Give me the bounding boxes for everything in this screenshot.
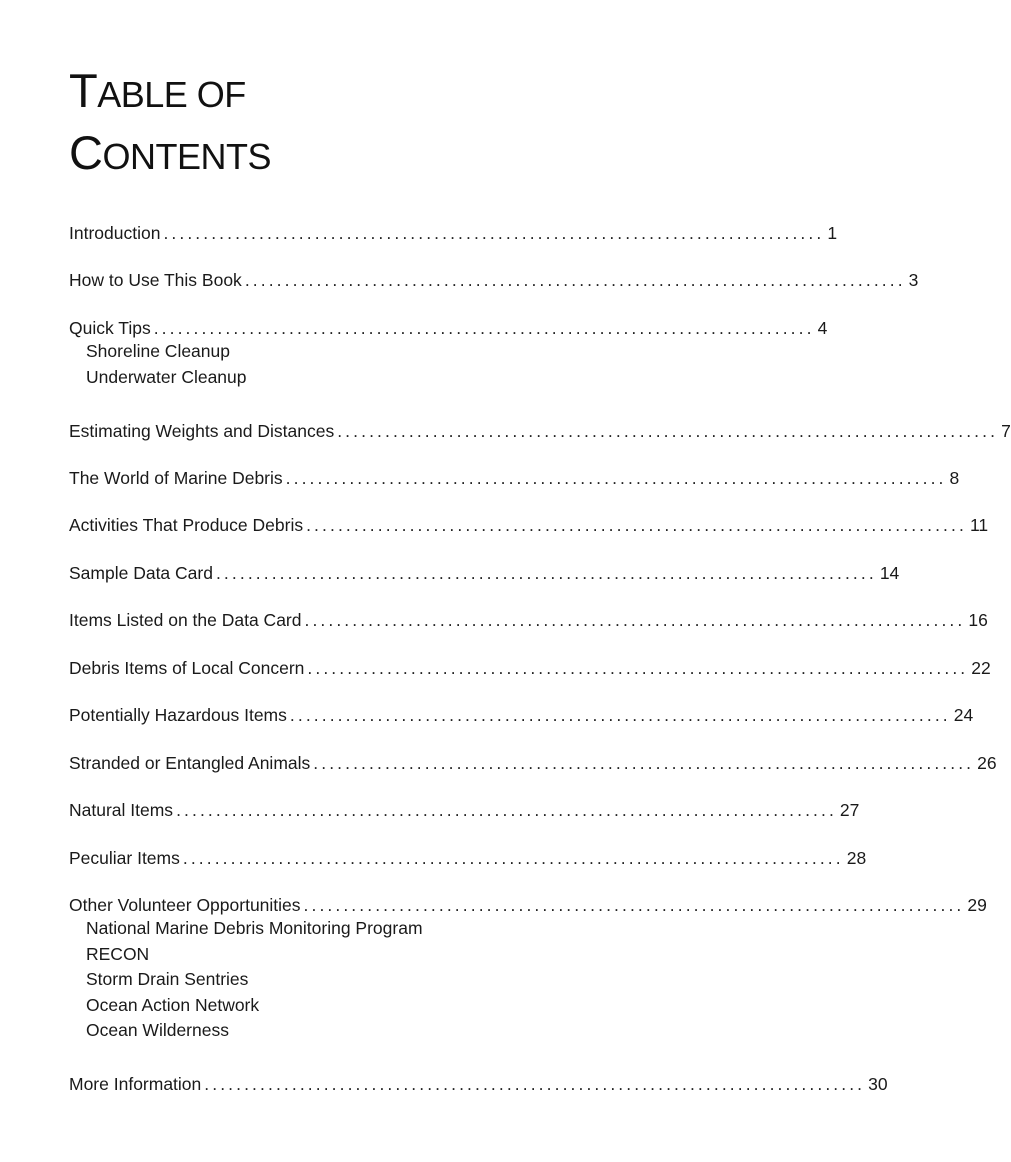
title-line-2: CONTENTS <box>69 126 271 179</box>
toc-page-number: 24 <box>953 705 974 725</box>
toc-entry-estimating-weights[interactable] <box>69 420 1011 442</box>
dot-leader: ................................................................................... <box>306 515 967 535</box>
dot-leader: ................................................................................... <box>182 848 844 868</box>
toc-page-number: 28 <box>846 848 867 868</box>
toc-page-number: 26 <box>977 753 997 773</box>
toc-subitem-ocean-action-network[interactable]: Ocean Action Network <box>86 994 260 1015</box>
toc-entry-label: Potentially Hazardous Items <box>69 705 287 725</box>
toc-page-number: 29 <box>967 895 987 915</box>
toc-page-number: 11 <box>969 515 989 535</box>
toc-entry-items-listed[interactable] <box>69 609 988 631</box>
toc-subitem-recon[interactable]: RECON <box>86 943 150 964</box>
toc-entry-world-of-marine-debris[interactable] <box>69 467 960 489</box>
toc-page-number: 4 <box>817 318 828 338</box>
toc-subitem-ocean-wilderness[interactable]: Ocean Wilderness <box>86 1020 229 1041</box>
toc-page-number: 27 <box>839 800 860 820</box>
dot-leader: ................................................................................... <box>313 753 975 773</box>
toc-entry-label: Activities That Produce Debris <box>69 515 304 535</box>
toc-entry-label: More Information <box>69 1074 202 1094</box>
toc-entry-local-concern[interactable] <box>69 657 991 679</box>
dot-leader: ................................................................................... <box>153 318 815 338</box>
toc-entry-sample-data-card[interactable] <box>69 562 900 584</box>
dot-leader: ................................................................................... <box>244 270 906 290</box>
title-line-1: TABLE OF <box>69 64 246 117</box>
dot-leader: ................................................................................... <box>215 563 877 583</box>
dot-leader: ................................................................................... <box>176 800 837 820</box>
toc-entry-natural-items[interactable] <box>69 799 860 821</box>
toc-entry-label: Items Listed on the Data Card <box>69 610 302 630</box>
toc-subitem-underwater-cleanup[interactable]: Underwater Cleanup <box>86 366 247 387</box>
toc-entry-label: Other Volunteer Opportunities <box>69 895 301 915</box>
dot-leader: ................................................................................... <box>304 610 966 630</box>
toc-page-number: 16 <box>968 610 988 630</box>
toc-page-number: 3 <box>908 270 919 290</box>
dot-leader: ................................................................................... <box>204 1074 866 1094</box>
toc-page-number: 1 <box>827 223 838 243</box>
dot-leader: ................................................................................... <box>285 468 947 488</box>
toc-entry-hazardous-items[interactable] <box>69 704 974 726</box>
toc-entry-volunteer-opportunities[interactable] <box>69 894 987 1044</box>
toc-entry-label: Stranded or Entangled Animals <box>69 753 311 773</box>
toc-page-number: 7 <box>1001 421 1011 441</box>
dot-leader: ................................................................................... <box>303 895 965 915</box>
toc-page-number: 22 <box>971 658 991 678</box>
toc-entry-label: Quick Tips <box>69 318 151 338</box>
toc-entry-label: Natural Items <box>69 800 174 820</box>
toc-entry-label: Sample Data Card <box>69 563 213 583</box>
toc-entry-activities[interactable] <box>69 514 989 536</box>
dot-leader: ................................................................................... <box>307 658 969 678</box>
toc-entry-introduction[interactable] <box>69 222 838 244</box>
toc-entry-label: How to Use This Book <box>69 270 242 290</box>
toc-subitem-nmdmp[interactable]: National Marine Debris Monitoring Program <box>86 918 423 938</box>
toc-subitems <box>69 339 569 390</box>
toc-entry-label: Estimating Weights and Distances <box>69 421 335 441</box>
dot-leader: ................................................................................... <box>163 223 825 243</box>
toc-subitems <box>69 916 569 1044</box>
toc-entry-label: Peculiar Items <box>69 848 180 868</box>
page-title <box>69 62 271 186</box>
toc-entry-quick-tips[interactable] <box>69 317 828 390</box>
toc-entry-stranded-animals[interactable] <box>69 752 997 774</box>
toc-entry-label: The World of Marine Debris <box>69 468 283 488</box>
toc-entry-label: Introduction <box>69 223 161 243</box>
dot-leader: ................................................................................... <box>289 705 951 725</box>
toc-page-number: 14 <box>879 563 900 583</box>
toc-subitem-shoreline-cleanup[interactable]: Shoreline Cleanup <box>86 341 230 361</box>
toc-subitem-storm-drain-sentries[interactable]: Storm Drain Sentries <box>86 969 249 990</box>
toc-page-number: 8 <box>949 468 960 488</box>
toc-page-number: 30 <box>868 1074 888 1094</box>
toc-entry-label: Debris Items of Local Concern <box>69 658 305 678</box>
toc-entry-peculiar-items[interactable] <box>69 847 867 869</box>
toc-entry-more-information[interactable] <box>69 1073 888 1095</box>
toc-entry-how-to-use[interactable] <box>69 269 919 291</box>
dot-leader: ................................................................................... <box>337 421 999 441</box>
